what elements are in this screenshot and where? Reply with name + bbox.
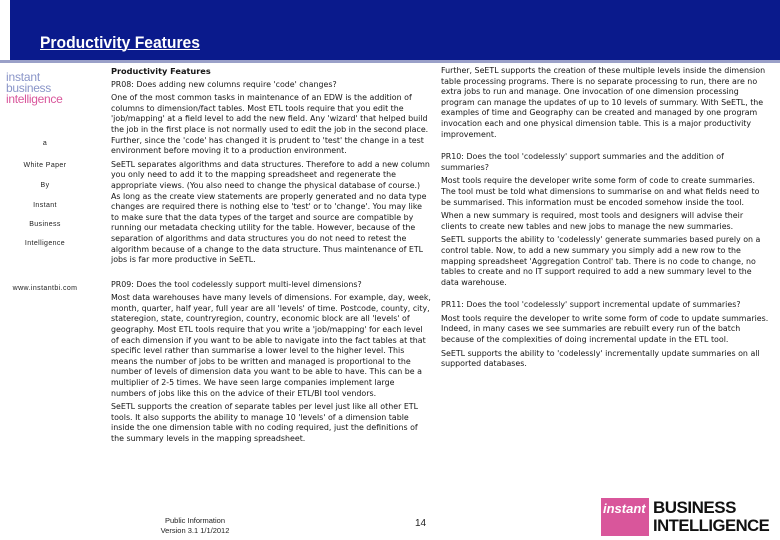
- footer-info: [140, 516, 250, 535]
- question-pr10: PR10: Does the tool 'codelessly' support summaries and the addition of summaries?: [441, 152, 724, 172]
- sidebar-url: www.instantbi.com: [12, 285, 78, 292]
- sidebar-line-business: Business: [29, 221, 61, 228]
- paragraph: Most tools require the developer write some form of code to create summaries. The tool must be told what dimensions to summarise on and what fields need to be summarised. This information must be encoded somehow inside the tool.: [441, 176, 760, 207]
- right-column: [441, 66, 769, 373]
- paragraph: Most data warehouses have many levels of dimensions. For example, day, week, month, quarter, half year, full year are all 'levels' of time. Postcode, county, city, stateregion, state, countryregion, country, economic block are all 'levels' of geography. Most ETL tools require that you write a 'job/mapping' for each level of each dimension if you want to be able to navigate into the fact tables at that specific level rather than summarise a lower level to the higher level. This means the number of jobs to be written and managed is proportional to the number of levels of dimension data you want to be able to have. This can be a multiplier of 2-5 times. We have seen large companies implement large numbers of jobs like this on the advice of their ETL/BI tool vendors.: [111, 293, 431, 398]
- paragraph: SeETL separates algorithms and data structures. Therefore to add a new column you only need to add it to the mapping spreadsheet and regenerate the appropriate views. (You also need to change the physical database of course.) As long as the create view statements are properly generated and no data type changes are required there is nothing else to 'test' or to 'change'. You may like to make sure that the data types of the target and source are compatible by running our metadata checking utility for the table. However, because of the separation of algorithms and data structures you do not need to retest the algorithm because of a change to the data structure. Thus maintenance of ETL jobs is far more productive in SeETL.: [111, 159, 430, 265]
- question-pr08: PR08: Does adding new columns require 'code' changes?: [111, 79, 337, 89]
- header-bar: [0, 0, 780, 60]
- paragraph: One of the most common tasks in maintenance of an EDW is the addition of columns to dimension/fact tables. Most ETL tools require that you edit the 'job/mapping' at a field level to add the new field. Any 'wizard' that helped build the job in the first place is not normally used to edit the job in the second place. Further, since the 'code' has changed it is prudent to 'test' the change in a test environment before moving it to a production environment.: [111, 93, 429, 156]
- sidebar-line-by: By: [40, 182, 50, 189]
- left-column: [111, 66, 431, 448]
- question-pr11: PR11: Does the tool 'codelessly' support incremental update of summaries?: [441, 300, 741, 310]
- question-pr09: PR09: Does the tool codelessly support multi-level dimensions?: [111, 279, 362, 289]
- paragraph: SeETL supports the ability to 'codelessly' incrementally update summaries on all supported databases.: [441, 348, 760, 369]
- logo-word-business: business: [6, 81, 51, 95]
- paragraph: Further, SeETL supports the creation of these multiple levels inside the dimension table processing programs. There is no separate processing to run, there are no extra jobs to run and manage. One invocation of one dimension processing program can manage the updates of up to 10 levels of summary. With SeETL, the examples of time and Geography can be created and managed by one program invocation each and one physical dimension table. This is a major productivity improvement.: [441, 66, 766, 139]
- logo-word-intelligence: intelligence: [6, 92, 63, 106]
- sidebar-line-white-paper: White Paper: [23, 162, 67, 169]
- brand-instant-block: instant: [601, 498, 649, 536]
- paragraph: When a new summary is required, most tools and designers will advise their clients to create new tables and new jobs to manage the new summaries.: [441, 211, 744, 231]
- brand-word-business: BUSINESS: [653, 498, 736, 517]
- sidebar-line-instant: Instant: [33, 202, 57, 209]
- paragraph: SeETL supports the ability to 'codelessly' generate summaries based purely on a control table. Now, to add a new summary you simply add a new row to the mapping spreadsheet 'Aggregation Control' tab. There is no code to change, no tables to create and no IT support required to add a new summary level to the data warehouse.: [441, 235, 761, 287]
- paragraph: SeETL supports the creation of separate tables per level just like all other ETL tools. It also supports the ability to manage 10 'levels' of a dimension table inside the one dimension table with no coding required, just the definitions of the summary levels in the mapping spreadsheet.: [111, 402, 419, 443]
- header-divider: [0, 60, 780, 63]
- paragraph: Most tools require the developer to write some form of code to update summaries. Indeed, in many cases we see summaries are rebuilt every run of the batch because of the complexities of doing incremental update in the ETL tool.: [441, 313, 769, 345]
- footer-classification: Public Information: [164, 516, 226, 525]
- page-number: 14: [415, 518, 427, 529]
- sidebar-line-intelligence: Intelligence: [24, 240, 66, 247]
- sidebar-line-a: a: [42, 140, 48, 147]
- brand-logo: [601, 498, 775, 536]
- brand-word-intelligence: INTELLIGENCE: [653, 516, 770, 535]
- sidebar-logo: [6, 72, 90, 105]
- section-heading: Productivity Features: [111, 66, 211, 76]
- footer-version: Version 3.1 1/1/2012: [160, 525, 230, 535]
- logo-word-instant: instant: [6, 70, 40, 84]
- page-title: Productivity Features: [40, 33, 200, 52]
